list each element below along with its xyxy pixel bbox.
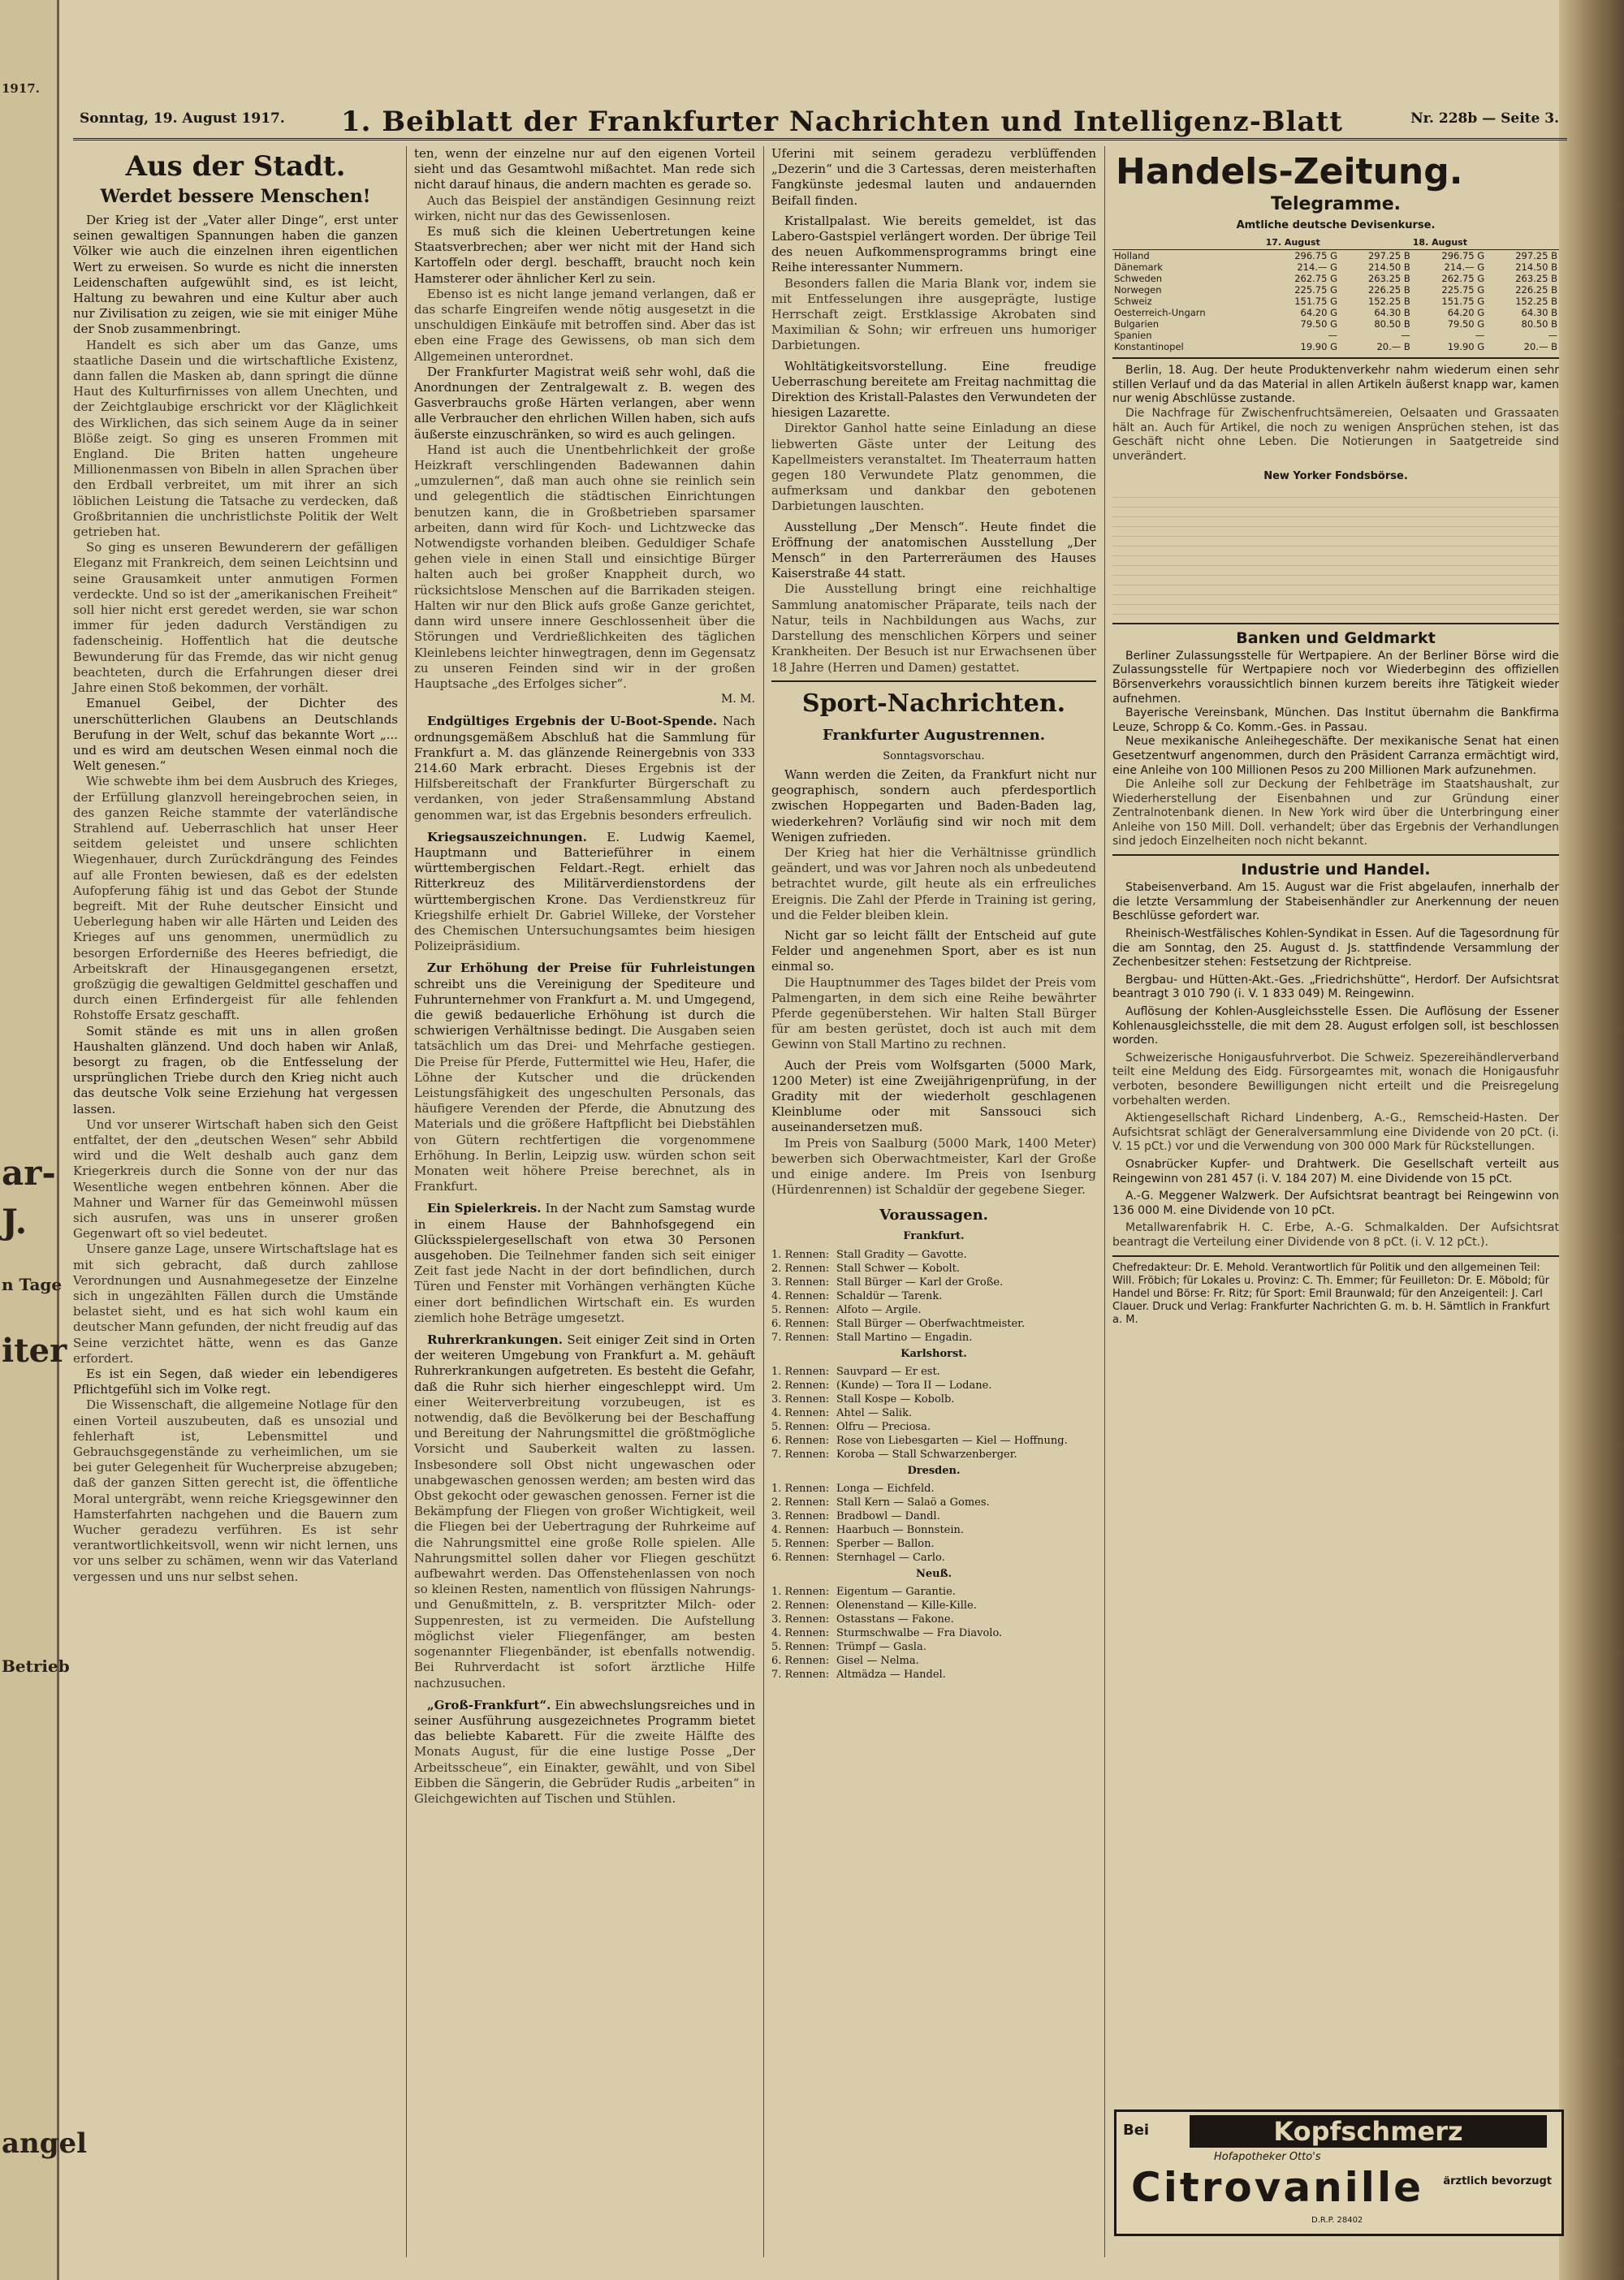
race-pick: Longa — Eichfeld. (836, 1483, 935, 1495)
race-pick: Sauvpard — Er est. (836, 1365, 940, 1378)
race-number: 6. Rennen: (771, 1434, 830, 1447)
race-row (771, 1482, 1096, 1496)
race-row (771, 1448, 1096, 1462)
item-text: Seit einiger Zeit sind in Orten der weiteren Umgebung von Frankfurt a. M. gehäuft Ruhrerkrankungen aufgetreten. Es besteht die Gefahr, daß die Ruhr sich hierher eingeschleppt wird. (414, 1332, 755, 1394)
devisen-rate: 152.25 B (1515, 296, 1557, 308)
race-number: 7. Rennen: (771, 1669, 830, 1682)
strip-fragment: angel (2, 2127, 88, 2160)
article-continuation: Wie schwebte ihm bei dem Ausbruch des Krieges, der Erfüllung glanzvoll hereingebrochen seien, in des ganzen Reiche stammte der vaterländische Strahlend auf. Ueberraschlich hat unser Heer seitdem geleistet und unsere schlichten Wiegenhauer, durch Zurückdrängung des Feindes auf alle Fronten bewiesen, daß es der edelsten Aufopferung fähig ist und das Gebot der Stunde begreift. Mit der Ruhe deutscher Einsicht und Ueberlegung haben wir alle Härten und Leiden des Krieges auf uns genommen, unermüdlich zu besorgen Erforderniße des Heeres befriedigt, die Arbeitskraft der Hinausgegangenen ersetzt, großzügig die gewaltigen Geldmittel geschaffen und durch einen Erfindergeist für alle fehlenden Rohstoffe Ersatz geschafft. (73, 774, 398, 1023)
devisen-table (1112, 236, 1559, 352)
devisen-rate: 226.25 B (1367, 284, 1410, 296)
devisen-country: Norwegen (1114, 284, 1162, 296)
devisen-rate: 214.50 B (1515, 261, 1557, 274)
article-continuation: Die Nachfrage für Zwischenfruchtsämereien, Oelsaaten und Grassaaten hält an. Auch für Artikel, die noch zu wenigen Ansprüchen stehen, ist das Geschäft nicht ohne Leben. Die Notierungen in Saatgetreide sind unverändert. (1112, 406, 1559, 463)
devisen-rate: 79.50 G (1447, 318, 1485, 330)
article-continuation: Aktiengesellschaft Richard Lindenberg, A.-G., Remscheid-Hasten. Der Aufsichtsrat schlägt der Generalversammlung eine Dividende von 20 pCt. (i. V. 15 pCt.) vor und die Verwendung von 300 000 Mark für Rückstellungen. (1112, 1112, 1559, 1154)
devisen-rate: 79.50 G (1300, 318, 1338, 330)
devisen-rate: 80.50 B (1374, 318, 1410, 330)
article-continuation: Metallwarenfabrik H. C. Erbe, A.-G. Schmalkalden. Der Aufsichtsrat beantragt die Verteilung einer Dividende von 8 pCt. (i. V. 12 pCt.). (1112, 1221, 1559, 1249)
devisen-row (1112, 284, 1559, 296)
article-paragraph: Stabeisenverband. Am 15. August war die Frist abgelaufen, innerhalb der die letzte Versammlung der Stabeisenhändler zur Anerkennung der neuen Beschlüsse gefordert war. (1112, 881, 1559, 923)
race-number: 5. Rennen: (771, 1303, 830, 1316)
race-pick: Ahtel — Salik. (836, 1406, 913, 1419)
article-paragraph: Berlin, 18. Aug. Der heute Produktenverkehr nahm wiederum einen sehr stillen Verlauf und da das Material in allen Artikeln äußerst knapp war, kamen nur wenig Abschlüsse zustande. (1112, 364, 1559, 406)
article-paragraph: Ausstellung „Der Mensch“. Heute findet die Eröffnung der anatomischen Ausstellung „Der Mensch“ in den Parterreräumen des Hauses Kaiserstraße 44 statt. (771, 519, 1096, 581)
race-pick: Stall Kern — Salaö a Gomes. (836, 1496, 990, 1509)
race-number: 7. Rennen: (771, 1448, 830, 1461)
article-continuation: Auch das Beispiel der anständigen Gesinnung reizt wirken, nicht nur das des Gewissenlosen. (414, 192, 755, 223)
ad-prefix: Bei (1123, 2122, 1150, 2139)
item-lead: Ruhrerkrankungen. (427, 1332, 563, 1348)
section-heading: Industrie und Handel. (1241, 861, 1431, 879)
article-paragraph: Es muß sich die kleinen Uebertretungen keine Staatsverbrechen; aber wer nicht mit der Hand sich Kartoffeln oder dergl. beschafft, braucht noch kein Hamsterer oder ähnlicher Kerl zu sein. (414, 224, 755, 286)
race-pick: (Kunde) — Tora II — Lodane. (836, 1379, 992, 1392)
strip-fragment: iter (2, 1332, 67, 1370)
race-table (771, 1365, 1096, 1462)
race-number: 1. Rennen: (771, 1248, 830, 1261)
article-paragraph: Auflösung der Kohlen-Ausgleichsstelle Essen. Die Auflösung der Essener Kohlenausgleichsstelle, die mit dem 28. August erfolgen soll, ist beschlossen worden. (1112, 1005, 1559, 1047)
race-row (771, 1331, 1096, 1345)
item-text: In der Nacht zum Samstag wurde in einem Hause der Bahnhofsgegend ein Glücksspielergesellschaft von etwa 30 Personen ausgehoben. (414, 1201, 755, 1263)
devisen-date: 18. August (1412, 236, 1559, 250)
column-divider (763, 146, 764, 2257)
column-commerce (1112, 146, 1559, 2274)
strip-fragment: ar- (2, 1153, 56, 1193)
race-row (771, 1276, 1096, 1289)
article-paragraph: Nicht gar so leicht fällt der Entscheid auf gute Felder und angenehmen Sport, aber es ist nun einmal so. (771, 927, 1096, 974)
devisen-row (1112, 318, 1559, 330)
devisen-row (1112, 341, 1559, 352)
devisen-rate: 296.75 G (1294, 250, 1338, 262)
devisen-row (1112, 307, 1559, 318)
race-pick: Eigentum — Garantie. (836, 1586, 956, 1599)
race-number: 4. Rennen: (771, 1627, 830, 1640)
race-venue: Karlshorst. (901, 1347, 967, 1360)
article-continuation: Besonders fallen die Maria Blank vor, indem sie mit Entfesselungen ihre ausgeprägte, lustige Herrschaft zeigt. Erstklassige Akrobaten sind Maximilian & Sohn; wir erfreuen uns humoriger Darbietungen. (771, 275, 1096, 353)
race-venue: Frankfurt. (903, 1230, 965, 1243)
item-lead: Ein Spielerkreis. (427, 1201, 542, 1216)
devisen-rate: 64.30 B (1374, 307, 1410, 319)
race-table (771, 1585, 1096, 1682)
devisen-country: Schweden (1114, 273, 1163, 285)
ad-supplier: Hofapotheker Otto's (1214, 2151, 1321, 2163)
ny-table-placeholder (1112, 488, 1559, 618)
article-paragraph: Emanuel Geibel, der Dichter des unerschütterlichen Glaubens an Deutschlands Berufung in der Welt, schuf das bekannte Wort „... und es wird am deutschen Wesen einmal noch die Welt genesen.“ (73, 696, 398, 774)
race-pick: Haarbuch — Bonnstein. (836, 1524, 965, 1536)
ad-registration: D.R.P. 28402 (1311, 2216, 1363, 2225)
race-pick: Stall Kospe — Kobolb. (836, 1393, 955, 1406)
article-paragraph: Der Frankfurter Magistrat weiß sehr wohl, daß die Anordnungen der Zentralgewalt z. B. wegen des Gasverbrauchs große Härten verlangen, aber wenn alle Verbraucher den ehrlichen Willen haben, sich aufs äußerste einzuschränken, so wird es auch gelingen. (414, 364, 755, 442)
race-row (771, 1613, 1096, 1626)
article-paragraph: Bayerische Vereinsbank, München. Das Institut übernahm die Bankfirma Leuze, Schropp & Co. Komm.-Ges. in Passau. (1112, 706, 1559, 734)
strip-year: 1917. (2, 81, 40, 96)
header-date: Sonntag, 19. August 1917. (80, 110, 285, 127)
devisen-rate: 19.90 G (1447, 341, 1485, 353)
item-text: E. Ludwig Kaemel, Hauptmann und Batterieführer in einem württembergischen Feldart.-Regt. erhielt das Ritterkreuz des Militärverdienstordens der württembergischen Krone. (414, 829, 755, 907)
article-continuation: Und vor unserer Wirtschaft haben sich den Geist entfaltet, der den „deutschen Wesen“ sehr Abbild wird und die Welt deshalb auch ganz dem Kriegerkreis durch die Sonne von der nur das Wesentliche wegen entbehren können. Aber die Mahner und Warner für das Gemeinwohl müssen sich ausrufen, was uns in unserer großen Gegenwart oft so viel bedeutet. Unsere ganze Lage, unsere Wirtschaftslage hat es mit sich gebracht, daß durch zahllose Verordnungen und Ausnahmegesetze der Einzelne sich in ungezählten Fällen durch die Umstände belastet sieht, und es hat sich wohl kaum ein deutscher Mann gefunden, der nicht freudig auf das Seine verzichtet hätte, wenn es das Ganze erfordert. (73, 1116, 398, 1366)
race-row (771, 1654, 1096, 1668)
section-heading: Banken und Geldmarkt (1236, 628, 1436, 647)
devisen-date: 17. August (1265, 236, 1412, 250)
race-number: 5. Rennen: (771, 1538, 830, 1550)
devisen-country: Holland (1114, 250, 1150, 262)
race-pick: Koroba — Stall Schwarzenberger. (836, 1448, 1017, 1461)
devisen-rate: 297.25 B (1515, 250, 1557, 262)
item-lead: „Groß-Frankfurt“. (427, 1697, 551, 1712)
race-pick: Stall Schwer — Kobolt. (836, 1262, 961, 1275)
race-row (771, 1289, 1096, 1303)
race-pick: Alfoto — Argile. (836, 1303, 922, 1316)
race-predictions (771, 1229, 1096, 1682)
item-lead: Endgültiges Ergebnis der U-Boot-Spende. (427, 714, 718, 729)
race-pick: Ostasstans — Fakone. (836, 1613, 954, 1626)
devisen-rate: 20.— B (1523, 341, 1557, 353)
devisen-rate: 262.75 G (1441, 273, 1485, 285)
article-continuation: Direktor Ganhol hatte seine Einladung an diese liebwerten Gäste unter der Leitung des Kapellmeisters veranstaltet. Im Theaterraum hatten gegen 180 Verwundete Platz genommen, die aufmerksam und dankbar den gebotenen Darbietungen lauschten. (771, 421, 1096, 514)
page-edge (1559, 0, 1624, 2280)
race-row (771, 1551, 1096, 1565)
ny-heading: New Yorker Fondsbörse. (1263, 470, 1408, 483)
article-signature: M. M. (720, 693, 755, 706)
article-paragraph: Bergbau- und Hütten-Akt.-Ges. „Friedrichshütte“, Herdorf. Der Aufsichtsrat beantragt 3 010 790 (i. V. 1 833 049) M. Reingewinn. (1112, 973, 1559, 1001)
article-paragraph: Kristallpalast. Wie bereits gemeldet, ist das Labero-Gastspiel verlängert worden. Der übrige Teil des neuen Aufkommensprogramms bringt eine Reihe interessanter Nummern. (771, 213, 1096, 275)
strip-fragment: Betrieb (2, 1656, 70, 1676)
race-number: 2. Rennen: (771, 1262, 830, 1275)
race-number: 4. Rennen: (771, 1289, 830, 1302)
column-local-news (73, 146, 398, 2274)
devisen-rate: 225.75 G (1441, 284, 1485, 296)
race-number: 3. Rennen: (771, 1393, 830, 1406)
article-continuation: Handelt es sich aber um das Ganze, ums staatliche Dasein und die wirtschaftliche Existenz, dann fallen die Masken ab, dann springt die dünne Haut des Kulturfirnisses von allem Unechten, und der Zeichtglaubige erschrickt vor der Kläglichkeit des Wirklichen, das sich seinem Auge da in seiner Blöße zeigt. So ging es unseren Frommen mit England. Die Briten hatten ungeheure Millionenmassen von Bibeln in allen Sprachen über den Erdball verbreitet, um mit ihrer an sich löblichen Leistung die Tatsache zu verdecken, daß Großbritannien die unchristlichste Politik der Welt getrieben hat. So ging es unseren Bewunderern der gefälligen Eleganz mit Frankreich, dem seinen Leichtsinn und seine Grausamkeit unter anmutigen Formen verdeckte. Und so ist der „amerikanischen Freiheit“ soll hier nicht erst geredet werden, sie war schon immer für jeden dadurch Verständigen zu fadenscheinig. Hoffentlich hat die deutsche Bewunderung für das Fremde, das wir nicht genug beachteten, durch die Erfahrungen dieser drei Jahre einen Stoß bekommen, der vorhält. (73, 337, 398, 696)
page-header (73, 106, 1567, 140)
devisen-rate: 297.25 B (1367, 250, 1410, 262)
article-paragraph: Rheinisch-Westfälisches Kohlen-Syndikat in Essen. Auf die Tagesordnung für die am Sonntag, den 25. August d. Js. stattfindende Versammlung der Zechenbesitzer stehen: Festsetzung der Richtpreise. (1112, 927, 1559, 969)
devisen-rate: 151.75 G (1441, 296, 1485, 308)
race-pick: Stall Bürger — Karl der Große. (836, 1276, 1004, 1289)
article-paragraph: Auch der Preis vom Wolfsgarten (5000 Mark, 1200 Meter) ist eine Zweijährigenprüfung, in der Gradity mit der wiederholt geschlagenen Kleinblume oder mit Sanssouci sich auseinandersetzen muß. (771, 1057, 1096, 1135)
devisen-country: Spanien (1114, 330, 1152, 342)
article-paragraph: A.-G. Meggener Walzwerk. Der Aufsichtsrat beantragt bei Reingewinn von 136 000 M. eine Dividende von 10 pCt. (1112, 1190, 1559, 1217)
column-local-news-2: ten, wenn der einzelne nur auf den eigenen Vorteil sieht und das Gesamtwohl mißachtet. Man rede sich nicht darauf hinaus, die andern machten es gerade so. Auch das Beispiel der anständigen Gesinnung reizt wirken, nicht nur das des Gewissenlosen. Es muß sich die kleinen Uebertretungen keine Staatsverbrechen; aber wer nicht mit der Hand sich Kartoffeln oder dergl. beschafft, braucht noch kein Hamsterer oder ähnlicher Kerl zu sein. Ebenso ist es nicht lange jemand verlangen, daß er das scharfe Eingreifen wende nötig ausgesetzt in die unschuldigen Einkäufe mit betroffen sind. Aber das ist eben eine Frage des Gewissens, ob man sich dem Allgemeinen unterordnet. Der Frankfurter Magistrat weiß sehr wohl, daß die Anordnungen der Zentralgewalt z. B. wegen des Gasverbrauchs große Härten verlangen, aber wenn alle Verbraucher den ehrlichen Willen haben, sich aufs äußerste einzuschränken, so wird es auch gelingen. Hand ist auch die Unentbehrlichkeit der große Heizkraft verschlingenden Badewannen dahin „umzulernen“, daß man auch ohne sie reinlich sein und gelegentlich die städtischen Einrichtungen benutzen kann, die in Großbetrieben sparsamer arbeiten, dann wird für Koch- und Lichtzwecke das Notwendigste vorhanden bleiben. Geduldiger Schafe gehen viele in einen Stall und einsichtige Bürger halten auch bei großer Knappheit durch, wo rücksichtslose Menschen auf die Barrikaden steigen. Halten wir nur den Blick aufs große Ganze gerichtet, dann wird unsere innere Geschlossenheit über die Störungen und Verdrießlichkeiten des täglichen Kleinlebens leichter hinwegtragen, denn im Gegensatz zu unseren Feinden sind wir in der großen Hauptsache „des Erfolges sicher“. M. M. Endgültiges Ergebnis der U-Boot-Spende. Nach ordnungsgemäßem Abschluß hat die Sammlung für Frankfurt a. M. das glänzende Reinergebnis von 333 214.60 Mark erbracht. Dieses Ergebnis ist der Hilfsbereitschaft der Frankfurter Bürgerschaft zu verdanken, von jeder Straßensammlung Abstand genommen war, ist das Ergebnis besonders erfreulich. Kriegsauszeichnungen. E. Ludwig Kaemel, Hauptmann und Batterieführer in einem württembergischen Feldart.-Regt. erhielt das Ritterkreuz des Militärverdienstordens der württembergischen Krone. Das Verdienstkreuz für Kriegshilfe erhielt Dr. Gabriel Willeke, der Vorsteher des Chemischen Untersuchungsamtes beim hiesigen Polizeipräsidium. Zur Erhöhung der Preise für Fuhrleistungen schreibt uns die Vereinigung der Spediteure und Fuhrunternehmer von Frankfurt a. M. und Umgegend, die gewiß bedauerliche Erhöhung ist durch die schwierigen Verhältnisse bedingt. Die Ausgaben seien tatsächlich um das Drei- und Mehrfache gestiegen. Die Preise für Pferde, Futtermittel wie Heu, Hafer, die Löhne der Kutscher und die drückenden Leistungsfähigkeit des ungeschulten Personals, das häufigere Verenden der Pferde, die Abnutzung des Materials und die größere Haftpflicht bei Diebstählen von Gütern rechtfertigen die vorgenommene Erhöhung. In Berlin, Leipzig usw. würden schon seit Monaten weit höhere Preise berechnet, als in Frankfurt. Ein Spielerkreis. In der Nacht zum Samstag wurde in einem Hause der Bahnhofsgegend ein Glücksspielergesellschaft von etwa 30 Personen ausgehoben. Die Teilnehmer fanden sich seit einiger Zeit fast jede Nacht in der dort befindlichen, durch Türen und Fenster mit Vorhängen verhängten Küche einer dort befindlichen Wirtschaft ein. Es wurden ziemlich hohe Beträge umgesetzt. Ruhrerkrankungen. Seit einiger Zeit sind in Orten der weiteren Umgebung von Frankfurt a. M. gehäuft Ruhrerkrankungen aufgetreten. Es besteht die Gefahr, daß die Ruhr sich hierher eingeschleppt wird. Um einer Weiterverbreitung vorzubeugen, ist es notwendig, daß die Bevölkerung bei der Beschaffung und Bereitung der Nahrungsmittel die größtmögliche Vorsicht und Sauberkeit walten zu lassen. Insbesondere soll Obst nicht ungewaschen oder unabgewaschen genossen werden; am besten wird das Obst gekocht oder gewaschen genossen. Ferner ist die Bekämpfung der Fliegen von großer Wichtigkeit, weil die Fliegen bei der Uebertragung der Ruhrkeime auf die Nahrungsmittel eine große Rolle spielen. Alle Nahrungsmittel sollen daher vor Fliegen geschützt aufbewahrt werden. Das Offenstehenlassen von noch so kleinen Resten, namentlich von flüssigen Nahrungs- und Genußmitteln, z. B. verspritzter Milch- oder Suppenresten, ist zu vermeiden. Die Aufstellung möglichst vieler Fliegenfänger, am besten sogenannter Fliegenbänder, ist ebenfalls notwendig. Bei Ruhrverdacht ist sofort ärztliche Hilfe nachzusuchen. „Groß-Frankfurt“. Ein abwechslungsreiches und in seiner Ausführung ausgezeichnetes Programm bietet das beliebte Kabarett. Für die zweite Hälfte des Monats August, für die eine lustige Posse „Der Arbeitsscheue“, ein Einakter, gewählt, und von Sibel Eibben die Sängerin, die Gebrüder Rudis „arbeiten“ in Gleichgewichten auf Tischen und Stühlen. (414, 146, 755, 1806)
race-row (771, 1523, 1096, 1537)
telegrams-heading: Telegramme. (1270, 194, 1402, 214)
race-row (771, 1626, 1096, 1640)
race-number: 6. Rennen: (771, 1655, 830, 1668)
devisen-country: Oesterreich-Ungarn (1114, 307, 1206, 319)
article-continuation: Die Hauptnummer des Tages bildet der Preis vom Palmengarten, in dem sich eine Reihe bewährter Pferde gegenüberstehen. Wir halten Stall Bürger für am besten gerüstet, doch ist auch mit dem Gewinn von Stall Martino zu rechnen. (771, 974, 1096, 1052)
race-number: 3. Rennen: (771, 1510, 830, 1522)
devisen-rate: — (1475, 330, 1485, 342)
column-divider (1104, 146, 1105, 2257)
devisen-rate: 64.20 G (1300, 307, 1338, 319)
race-row (771, 1420, 1096, 1434)
race-row (771, 1406, 1096, 1420)
article-continuation: Der Krieg hat hier die Verhältnisse gründlich geändert, und was vor Jahren noch als unbedeutend betrachtet wurde, gilt heute als ein erfreuliches Ereignis. Die Zahl der Pferde in Training ist gering, und die Felder bleiben klein. (771, 844, 1096, 922)
devisen-row (1112, 296, 1559, 307)
race-venue: Neuß. (915, 1568, 952, 1580)
devisen-rate: 151.75 G (1294, 296, 1338, 308)
article-paragraph: ten, wenn der einzelne nur auf den eigenen Vorteil sieht und das Gesamtwohl mißachtet. Man rede sich nicht darauf hinaus, die andern machten es gerade so. (414, 146, 755, 192)
race-number: 3. Rennen: (771, 1276, 830, 1289)
race-pick: Altmädza — Handel. (836, 1669, 946, 1682)
header-issue: Nr. 228b — Seite 3. (1410, 110, 1559, 127)
article-paragraph: Wohltätigkeitsvorstellung. Eine freudige Ueberraschung bereitete am Freitag nachmittag die Direktion des Kristall-Palastes den Verwundeten der hiesigen Lazarette. (771, 358, 1096, 421)
section-heading: Handels-Zeitung. (1116, 151, 1463, 192)
column-divider (406, 146, 407, 2257)
article-paragraph: Berliner Zulassungsstelle für Wertpapiere. An der Berliner Börse wird die Zulassungsstelle für Wertpapiere noch vor Wiederbeginn des offiziellen Börsenverkehrs voraussichtlich binnen kurzem bereits ihre Tätigkeit wieder aufnehmen. (1112, 649, 1559, 706)
race-number: 1. Rennen: (771, 1586, 830, 1599)
race-number: 4. Rennen: (771, 1524, 830, 1536)
article-heading: Werdet bessere Menschen! (100, 186, 371, 207)
race-row (771, 1668, 1096, 1682)
race-number: 6. Rennen: (771, 1317, 830, 1330)
devisen-country: Schweiz (1114, 296, 1152, 308)
devisen-row (1112, 261, 1559, 273)
article-paragraph: Wann werden die Zeiten, da Frankfurt nicht nur geographisch, sondern auch pferdesportlich zwischen Hoppegarten und Baden-Baden lag, wiederkehren? Vorläufig sind wir noch mit dem Wenigen zufrieden. (771, 766, 1096, 844)
article-paragraph: Der Krieg ist der „Vater aller Dinge“, erst unter seinen gewaltigen Spannungen haben die ganzen Völker wie auch die einzelnen ihren eigentlichen Wert zu erweisen. So wurde es nicht die innersten Leidenschaften aufgewühlt sind, es ist leicht, Haltung zu bewahren und eine Kultur aber auch nur Zivilisation zu zeigen, wie sie mit einiger Mühe der Snob zusammenbringt. (73, 213, 398, 337)
devisen-rate: 64.30 B (1521, 307, 1557, 319)
devisen-rate: 214.50 B (1367, 261, 1410, 274)
article-paragraph: Neue mexikanische Anleihegeschäfte. Der mexikanische Senat hat einen Gesetzentwurf angenommen, durch den Präsident Carranza ermächtigt wird, eine Anleihe von 100 Millionen Pesos zu 200 Millionen Mark aufzunehmen. (1112, 735, 1559, 777)
race-row (771, 1509, 1096, 1523)
race-pick: Gisel — Nelma. (836, 1655, 919, 1668)
devisen-row (1112, 273, 1559, 284)
race-row (771, 1379, 1096, 1393)
race-number: 1. Rennen: (771, 1483, 830, 1495)
race-pick: Sperber — Ballon. (836, 1538, 935, 1550)
devisen-country: Dänemark (1114, 261, 1163, 274)
race-pick: Sternhagel — Carlo. (836, 1552, 945, 1564)
article-continuation: Ebenso ist es nicht lange jemand verlangen, daß er das scharfe Eingreifen wende nötig ausgesetzt in die unschuldigen Einkäufe mit betroffen sind. Aber das ist eben eine Frage des Gewissens, ob man sich dem Allgemeinen unterordnet. (414, 286, 755, 364)
race-row (771, 1599, 1096, 1613)
item-lead: Kriegsauszeichnungen. (427, 829, 587, 844)
race-row (771, 1365, 1096, 1379)
devisen-rate: 19.90 G (1300, 341, 1338, 353)
ad-note: ärztlich bevorzugt (1443, 2175, 1552, 2187)
item-text: Nach ordnungsgemäßem Abschluß hat die Sammlung für Frankfurt a. M. das glänzende Reinergebnis von 333 214.60 Mark erbracht. (414, 714, 755, 775)
item-lead: Zur Erhöhung der Preise für Fuhrleistungen (427, 961, 755, 976)
race-row (771, 1640, 1096, 1654)
devisen-rate: 214.— G (1444, 261, 1485, 274)
item-text: schreibt uns die Vereinigung der Spediteure und Fuhrunternehmer von Frankfurt a. M. und Umgegend, die gewiß bedauerliche Erhöhung ist durch die schwierigen Verhältnisse bedingt. (414, 976, 755, 1039)
ad-brand: Citrovanille (1131, 2164, 1423, 2211)
race-pick: Stall Gradity — Gavotte. (836, 1248, 967, 1261)
race-pick: Stall Bürger — Oberfwachtmeister. (836, 1317, 1026, 1330)
devisen-rate: 226.25 B (1515, 284, 1557, 296)
race-row (771, 1434, 1096, 1448)
advertisement (1114, 2109, 1564, 2236)
race-number: 5. Rennen: (771, 1641, 830, 1654)
article-heading: Frankfurter Augustrennen. (822, 726, 1046, 744)
article-paragraph: Uferini mit seinem geradezu verblüffenden „Dezerin“ und die 3 Cartessas, deren meisterhaften Fangkünste jedesmal lauten und andauernden Beifall finden. (771, 146, 1096, 208)
race-pick: Bradbowl — Dandl. (836, 1510, 940, 1522)
race-row (771, 1248, 1096, 1262)
header-title: 1. Beiblatt der Frankfurter Nachrichten und Intelligenz-Blatt (341, 106, 1343, 138)
race-venue: Dresden. (907, 1464, 961, 1477)
strip-fragment: n Tage (2, 1275, 63, 1294)
devisen-rate: 263.25 B (1367, 273, 1410, 285)
race-row (771, 1537, 1096, 1551)
race-table (771, 1248, 1096, 1345)
article-continuation: Die Ausstellung bringt eine reichhaltige Sammlung anatomischer Präparate, teils nach der Natur, teils in Nachbildungen aus Wachs, zur Darstellung des menschlichen Körpers und seiner Krankheiten. Der Besuch ist nur Erwachsenen über 18 Jahre (Herren und Damen) gestattet. (771, 581, 1096, 675)
race-number: 4. Rennen: (771, 1406, 830, 1419)
race-number: 1. Rennen: (771, 1365, 830, 1378)
article-paragraph: Es ist ein Segen, daß wieder ein lebendigeres Pflichtgefühl sich im Volke regt. (73, 1367, 398, 1397)
predictions-heading: Voraussagen. (879, 1207, 988, 1224)
race-row (771, 1303, 1096, 1317)
column-sport (771, 146, 1096, 2274)
devisen-rate: — (1328, 330, 1338, 342)
race-pick: Rose von Liebesgarten — Kiel — Hoffnung. (836, 1434, 1068, 1447)
devisen-rate: 80.50 B (1521, 318, 1557, 330)
devisen-country: Konstantinopel (1114, 341, 1184, 353)
article-continuation: Die Anleihe soll zur Deckung der Fehlbeträge im Staatshaushalt, zur Wiederherstellung der Eisenbahnen und zur Gründung einer Zentralnotenbank dienen. In New York wird über die Unterbringung einer Anleihe von 150 Mill. Doll. verhandelt; über das Ergebnis der Verhandlungen sind jedoch Einzelheiten noch nicht bekannt. (1112, 778, 1559, 849)
article-continuation: Die Wissenschaft, die allgemeine Notlage für den einen Vorteil auszubeuten, daß es unsozial und fehlerhaft ist, Lebensmittel und Gebrauchsgegenstände zu verheimlichen, um sie bei guter Gelegenheit für Wucherpreise abzugeben; daß der ganzen Sitten gerecht ist, die öffentliche Moral untergräbt, wenn reiche Kriegsgewinner den Hamsterfahrten nachgehen und die Bauern zum Wucher geradezu verführen. Es ist sehr verantwortlichkeitsvoll, wenn wir nicht lernen, uns vor uns selber zu schämen, wenn wir das Vaterland vergessen und uns nur selbst sehen. (73, 1397, 398, 1584)
devisen-row (1112, 330, 1559, 341)
article-continuation: Hand ist auch die Unentbehrlichkeit der große Heizkraft verschlingenden Badewannen dahin „umzulernen“, daß man auch ohne sie reinlich sein und gelegentlich die städtischen Einrichtungen benutzen kann, die in Großbetrieben sparsamer arbeiten, dann wird für Koch- und Lichtzwecke das Notwendigste vorhanden bleiben. Geduldiger Schafe gehen viele in einen Stall und einsichtige Bürger halten auch bei großer Knappheit durch, wo rücksichtslose Menschen auf die Barrikaden steigen. Halten wir nur den Blick aufs große Ganze gerichtet, dann wird unsere innere Geschlossenheit über die Störungen und Verdrießlichkeiten des täglichen Kleinlebens leichter hinwegtragen, denn im Gegensatz zu unseren Feinden sind wir in der großen Hauptsache „des Erfolges sicher“. (414, 442, 755, 691)
article-subheading: Sonntagsvorschau. (883, 749, 985, 762)
devisen-rate: 20.— B (1376, 341, 1410, 353)
race-pick: Stall Martino — Engadin. (836, 1331, 973, 1344)
devisen-heading: Amtliche deutsche Devisenkurse. (1236, 219, 1436, 231)
devisen-country: Bulgarien (1114, 318, 1160, 330)
race-row (771, 1585, 1096, 1599)
race-row (771, 1262, 1096, 1276)
section-heading: Sport-Nachrichten. (801, 689, 1066, 718)
race-row (771, 1496, 1096, 1509)
race-number: 2. Rennen: (771, 1496, 830, 1509)
article-paragraph: Osnabrücker Kupfer- und Drahtwerk. Die Gesellschaft verteilt aus Reingewinn von 281 457 (i. V. 184 207) M. eine Dividende von 15 pCt. (1112, 1157, 1559, 1185)
article-paragraph: Somit stände es mit uns in allen großen Haushalten glänzend. Und doch haben wir Anlaß, besorgt zu fragen, ob die Entfesselung der ursprünglichen Triebe durch den Krieg nicht auch das deutsche Volk seine Erziehung hat vergessen lassen. (73, 1023, 398, 1116)
race-row (771, 1317, 1096, 1331)
imprint: Chefredakteur: Dr. E. Mehold. Verantwortlich für Politik und den allgemeinen Teil: Will. Fröbich; für Lokales u. Provinz: C. Th. Emmer; für Feuilleton: Dr. E. Möbold; für Handel und Börse: Fr. Ritz; für Sport: Emil Braunwald; für den Anzeigenteil: J. Carl Clauer. Druck und Verlag: Frankfurter Nachrichten G. m. b. H. Sämtlich in Frankfurt a. M. (1112, 1261, 1550, 1326)
devisen-rate: 263.25 B (1515, 273, 1557, 285)
devisen-rate: 64.20 G (1447, 307, 1485, 319)
race-number: 5. Rennen: (771, 1420, 830, 1433)
devisen-rate: 296.75 G (1441, 250, 1485, 262)
race-pick: Schaldür — Tarenk. (836, 1289, 943, 1302)
race-pick: Olenenstand — Kille-Kille. (836, 1600, 977, 1613)
race-table (771, 1482, 1096, 1565)
race-number: 2. Rennen: (771, 1600, 830, 1613)
race-number: 6. Rennen: (771, 1552, 830, 1564)
race-number: 3. Rennen: (771, 1613, 830, 1626)
article-continuation: Im Preis von Saalburg (5000 Mark, 1400 Meter) bewerben sich Oberwachtmeister, Karl der Große und einige andere. Im Preis von Isenburg (Hürdenrennen) ist Schaldür der gegebene Sieger. (771, 1135, 1096, 1198)
item-text: Ein abwechslungsreiches und in seiner Ausführung ausgezeichnetes Programm bietet das beliebte Kabarett. (414, 1697, 755, 1744)
section-heading: Aus der Stadt. (125, 150, 346, 183)
race-row (771, 1393, 1096, 1406)
race-number: 2. Rennen: (771, 1379, 830, 1392)
devisen-rate: 152.25 B (1367, 296, 1410, 308)
devisen-rate: — (1401, 330, 1410, 342)
ad-product: Kopfschmerz (1190, 2115, 1547, 2148)
race-pick: Trümpf — Gasla. (836, 1641, 926, 1654)
devisen-rate: 214.— G (1297, 261, 1338, 274)
devisen-rate: 262.75 G (1294, 273, 1338, 285)
race-pick: Sturmschwalbe — Fra Diavolo. (836, 1627, 1003, 1640)
race-pick: Olfru — Preciosa. (836, 1420, 931, 1433)
race-number: 7. Rennen: (771, 1331, 830, 1344)
devisen-rate: 225.75 G (1294, 284, 1338, 296)
devisen-row (1112, 250, 1559, 262)
strip-fragment: J. (2, 1202, 28, 1241)
article-continuation: Schweizerische Honigausfuhrverbot. Die Schweiz. Spezereihändlerverband teilt eine Meldung des Eidg. Fürsorgeamtes mit, wonach die Honigausfuhr verboten, besondere Bewilligungen nicht erteilt und die Preisregelung vorbehalten werden. (1112, 1051, 1559, 1108)
adjacent-page-strip (0, 0, 88, 2280)
devisen-rate: — (1548, 330, 1557, 342)
